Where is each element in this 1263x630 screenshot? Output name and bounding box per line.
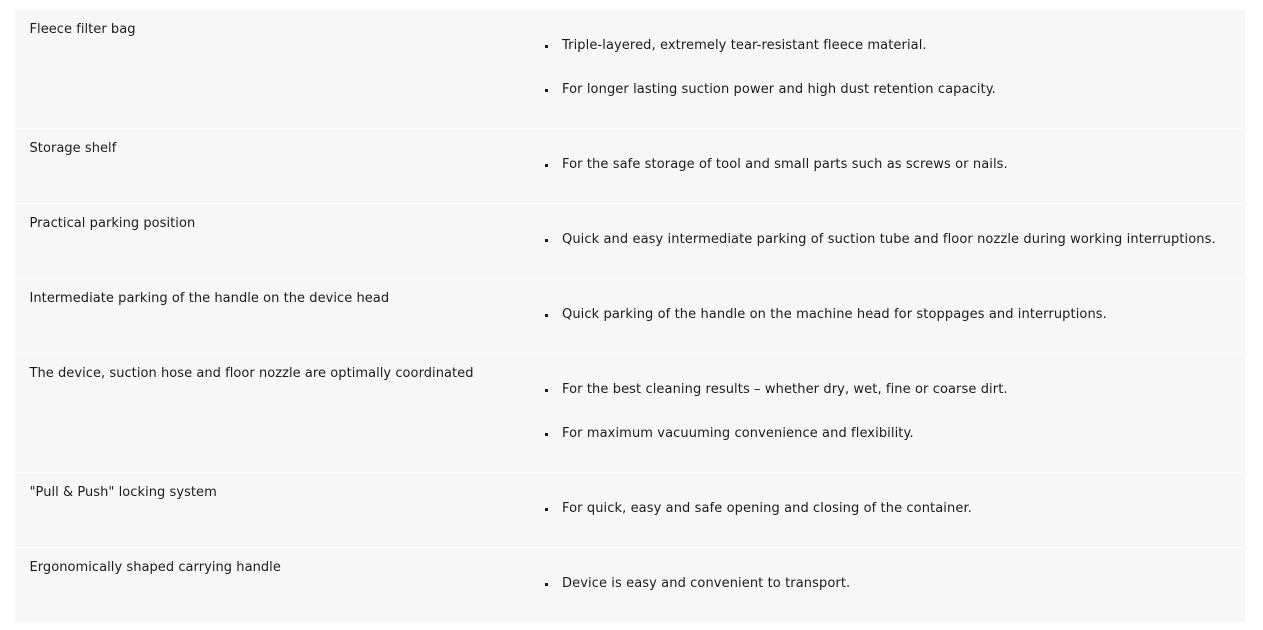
- feature-row: [15, 548, 1245, 622]
- bullet-icon: [545, 239, 548, 242]
- bullet-icon: [545, 314, 548, 317]
- feature-row: [15, 204, 1245, 278]
- benefit-item: [544, 38, 996, 54]
- bullet-icon: [545, 508, 548, 511]
- benefit-text: For maximum vacuuming convenience and flexibility.: [562, 426, 914, 441]
- benefit-item: [544, 426, 1008, 442]
- benefit-list: [544, 501, 972, 517]
- feature-row: [15, 354, 1245, 472]
- feature-row: [15, 473, 1245, 547]
- feature-title: Practical parking position: [29, 216, 196, 231]
- bullet-icon: [545, 583, 548, 586]
- bullet-icon: [545, 89, 548, 92]
- features-table: [15, 10, 1245, 622]
- benefit-text: For the safe storage of tool and small parts such as screws or nails.: [562, 157, 1008, 172]
- benefit-item: [544, 307, 1107, 323]
- feature-title: Storage shelf: [29, 141, 117, 156]
- benefit-list: [544, 576, 850, 592]
- benefit-item: [544, 501, 972, 517]
- benefit-item: [544, 82, 996, 98]
- benefit-list: [544, 382, 1008, 442]
- benefit-item: [544, 576, 850, 592]
- feature-title: The device, suction hose and floor nozzle are optimally coordinated: [29, 366, 474, 381]
- benefit-item: [544, 157, 1008, 173]
- benefit-text: For longer lasting suction power and high dust retention capacity.: [562, 82, 996, 97]
- benefit-text: Device is easy and convenient to transport.: [562, 576, 851, 591]
- benefit-item: [544, 382, 1008, 398]
- benefit-text: Quick parking of the handle on the machine head for stoppages and interruptions.: [562, 307, 1107, 322]
- benefit-text: For quick, easy and safe opening and closing of the container.: [562, 501, 972, 516]
- benefit-list: [544, 232, 1216, 248]
- benefit-text: Quick and easy intermediate parking of suction tube and floor nozzle during working interruptions.: [562, 232, 1216, 247]
- bullet-icon: [545, 389, 548, 392]
- feature-title: "Pull & Push" locking system: [29, 485, 217, 500]
- feature-title: Fleece filter bag: [29, 22, 136, 37]
- benefit-item: [544, 232, 1216, 248]
- benefit-list: [544, 157, 1008, 173]
- feature-row: [15, 279, 1245, 353]
- feature-row: [15, 129, 1245, 203]
- feature-row: [15, 10, 1245, 128]
- bullet-icon: [545, 45, 548, 48]
- benefit-list: [544, 307, 1107, 323]
- benefit-text: For the best cleaning results – whether dry, wet, fine or coarse dirt.: [562, 382, 1008, 397]
- bullet-icon: [545, 164, 548, 167]
- bullet-icon: [545, 433, 548, 436]
- benefit-text: Triple-layered, extremely tear-resistant fleece material.: [562, 38, 927, 53]
- feature-title: Ergonomically shaped carrying handle: [29, 560, 281, 575]
- benefit-list: [544, 38, 996, 98]
- feature-title: Intermediate parking of the handle on the device head: [29, 291, 390, 306]
